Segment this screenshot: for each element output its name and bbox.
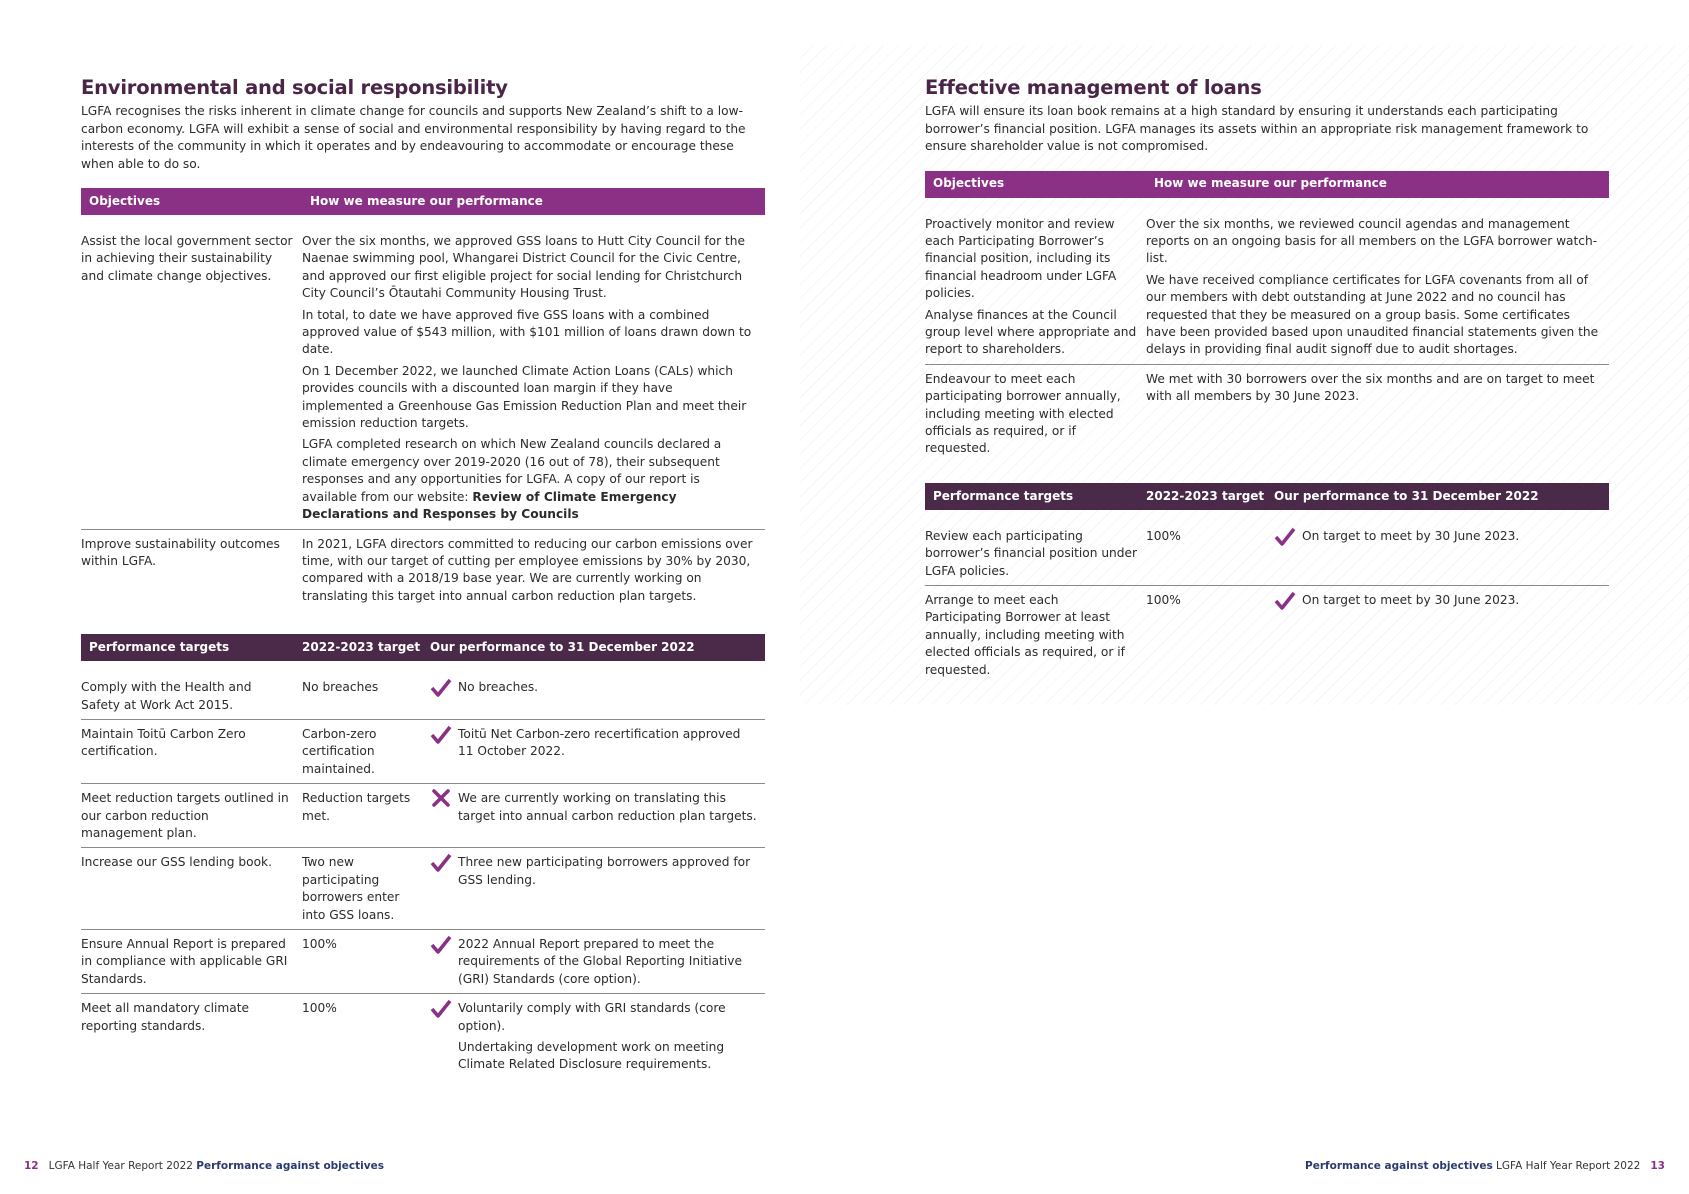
status-cell bbox=[430, 930, 458, 994]
header-performance-targets: Performance targets bbox=[925, 483, 1146, 510]
status-cell bbox=[1274, 522, 1302, 586]
report-name: LGFA Half Year Report 2022 bbox=[48, 1160, 193, 1172]
target-cell: Ensure Annual Report is prepared in compliance with applicable GRI Standards. bbox=[81, 930, 302, 994]
header-performance-targets: Performance targets bbox=[81, 634, 302, 661]
right-content bbox=[925, 76, 1609, 684]
result-paragraph: Undertaking development work on meeting Climate Related Disclosure requirements. bbox=[458, 1040, 725, 1072]
measure-paragraph: We have received compliance certificates for LGFA covenants from all of our members with debt outstanding at June 2022 and no council has requested that they be measured on a group basis. Some certificates have been provided based upon unaudited financial statements given the delays in providing final audit signoff due to audit shortages. bbox=[1146, 272, 1599, 357]
table-row bbox=[925, 210, 1609, 365]
measure-paragraph: In 2021, LGFA directors committed to reducing our carbon emissions over time, with our target of cutting per employee emissions by 30% by 2030, compared with a 2018/19 base year. We are currently working on translating this target into annual carbon reduction plan targets. bbox=[302, 536, 753, 603]
target-cell: Meet reduction targets outlined in our carbon reduction management plan. bbox=[81, 784, 302, 848]
target-cell: Meet all mandatory climate reporting standards. bbox=[81, 1001, 249, 1033]
header-measure: How we measure our performance bbox=[1146, 171, 1609, 198]
report-link[interactable]: Review of Climate Emergency Declarations and Responses by Councils bbox=[302, 489, 677, 522]
target-cell: Maintain Toitū Carbon Zero certification. bbox=[81, 719, 302, 783]
goal-cell: No breaches bbox=[302, 673, 430, 719]
section-name: Performance against objectives bbox=[1305, 1160, 1493, 1172]
check-icon bbox=[430, 934, 452, 956]
measure-cell bbox=[302, 529, 765, 614]
measure-paragraph: Over the six months, we approved GSS loans to Hutt City Council for the Naenae swimming pool, Whangarei District Council for the Civic Centre, and approved our first eligible project for social lending for Christchurch City Council’s Ōtautahi Community Housing Trust. bbox=[302, 234, 745, 301]
section-intro: LGFA will ensure its loan book remains at a high standard by ensuring it understands each participating borrower’s financial position. LGFA manages its assets within an appropriate risk management framework to ensure shareholder value is not compromised. bbox=[925, 104, 1589, 153]
table-row bbox=[81, 227, 765, 529]
status-cell bbox=[430, 784, 458, 848]
cross-icon bbox=[430, 788, 452, 810]
status-cell bbox=[430, 994, 458, 1083]
objectives-table bbox=[81, 188, 765, 614]
table-row bbox=[81, 673, 765, 719]
header-target: 2022-2023 target bbox=[1146, 483, 1274, 510]
check-icon bbox=[430, 998, 452, 1020]
target-cell: Comply with the Health and Safety at Work Act 2015. bbox=[81, 673, 302, 719]
table-row bbox=[81, 719, 765, 783]
result-cell: 2022 Annual Report prepared to meet the requirements of the Global Reporting Initiative (GRI) Standards (core option). bbox=[458, 930, 765, 994]
objectives-table bbox=[925, 171, 1609, 463]
table-row bbox=[81, 848, 765, 930]
goal-cell: Two new participating borrowers enter into GSS loans. bbox=[302, 848, 430, 930]
header-our-performance: Our performance to 31 December 2022 bbox=[430, 634, 765, 661]
header-our-performance: Our performance to 31 December 2022 bbox=[1274, 483, 1609, 510]
section-intro: LGFA recognises the risks inherent in climate change for councils and supports New Zealand’s shift to a low-carbon economy. LGFA will exhibit a sense of social and environmental responsibility by having regard to the interests of the community in which it operates and by endeavouring to accommodate or encourage these when able to do so. bbox=[81, 104, 746, 171]
goal-cell: 100% bbox=[1146, 522, 1274, 586]
result-cell: Three new participating borrowers approved for GSS lending. bbox=[458, 848, 765, 930]
status-cell bbox=[430, 848, 458, 930]
measure-paragraph: In total, to date we have approved five GSS loans with a combined approved value of $543 million, with $101 million of loans drawn down to date. bbox=[302, 307, 752, 357]
measure-paragraph bbox=[302, 436, 757, 523]
measure-paragraph: We met with 30 borrowers over the six months and are on target to meet with all members by 30 June 2023. bbox=[1146, 371, 1595, 404]
section-title-loans: Effective management of loans bbox=[925, 76, 1262, 99]
result-paragraph: Voluntarily comply with GRI standards (core option). bbox=[458, 1001, 726, 1033]
section-title-environmental: Environmental and social responsibility bbox=[81, 76, 508, 99]
section-name: Performance against objectives bbox=[196, 1160, 384, 1172]
left-content bbox=[81, 76, 765, 1083]
target-cell: Arrange to meet each Participating Borrower at least annually, including meeting with elected officials as required, or if requested. bbox=[925, 593, 1125, 677]
header-objectives: Objectives bbox=[81, 188, 302, 215]
table-row bbox=[925, 586, 1609, 685]
table-row bbox=[81, 784, 765, 848]
result-cell: We are currently working on translating this target into annual carbon reduction plan targets. bbox=[458, 784, 765, 848]
table-row bbox=[925, 522, 1609, 586]
check-icon bbox=[430, 724, 452, 746]
measure-paragraph: Over the six months, we reviewed council agendas and management reports on an ongoing basis for all members on the LGFA borrower watch-list. bbox=[1146, 216, 1598, 266]
objective-cell: Assist the local government sector in achieving their sustainability and climate change objectives. bbox=[81, 227, 302, 529]
objectives-header-row bbox=[925, 171, 1609, 198]
check-icon bbox=[430, 852, 452, 874]
result-cell bbox=[458, 994, 765, 1083]
table-row bbox=[81, 930, 765, 994]
target-cell: Increase our GSS lending book. bbox=[81, 848, 302, 930]
page-number: 12 bbox=[24, 1160, 39, 1172]
page-number: 13 bbox=[1650, 1160, 1665, 1172]
result-cell: On target to meet by 30 June 2023. bbox=[1302, 593, 1520, 607]
measure-cell bbox=[1146, 210, 1609, 365]
check-icon bbox=[1274, 526, 1296, 548]
footer-left bbox=[24, 1160, 384, 1172]
objective-paragraph: Proactively monitor and review each Participating Borrower’s financial position, including its financial headroom under LGFA policies. bbox=[925, 216, 1117, 301]
right-page bbox=[800, 0, 1689, 1194]
goal-cell: 100% bbox=[1146, 593, 1181, 607]
target-cell: Review each participating borrower’s financial position under LGFA policies. bbox=[925, 522, 1146, 586]
status-cell bbox=[430, 673, 458, 719]
measure-cell bbox=[1146, 364, 1609, 463]
status-cell bbox=[1274, 586, 1302, 685]
performance-header-row bbox=[925, 483, 1609, 510]
measure-text: LGFA completed research on which New Zealand councils declared a climate emergency over 2019-2020 (16 out of 78), their subsequent responses and any opportunities for LGFA. A copy of our report is available from our website: bbox=[302, 437, 722, 504]
header-target: 2022-2023 target bbox=[302, 634, 430, 661]
objective-cell: Endeavour to meet each participating borrower annually, including meeting with elected officials as required, or if requested. bbox=[925, 371, 1121, 456]
header-objectives: Objectives bbox=[925, 171, 1146, 198]
measure-cell bbox=[302, 227, 765, 529]
result-cell: No breaches. bbox=[458, 673, 765, 719]
goal-cell: Carbon-zero certification maintained. bbox=[302, 719, 430, 783]
performance-header-row bbox=[81, 634, 765, 661]
check-icon bbox=[430, 677, 452, 699]
check-icon bbox=[1274, 590, 1296, 612]
report-name: LGFA Half Year Report 2022 bbox=[1496, 1160, 1641, 1172]
objectives-header-row bbox=[81, 188, 765, 215]
objective-cell bbox=[925, 210, 1146, 365]
performance-table bbox=[81, 634, 765, 1083]
table-row bbox=[81, 994, 765, 1083]
result-cell: On target to meet by 30 June 2023. bbox=[1302, 522, 1609, 586]
header-measure: How we measure our performance bbox=[302, 188, 765, 215]
objective-cell: Improve sustainability outcomes within LGFA. bbox=[81, 536, 280, 568]
footer-right bbox=[1305, 1160, 1665, 1172]
objective-paragraph: Analyse finances at the Council group level where appropriate and report to shareholders. bbox=[925, 307, 1137, 357]
performance-table bbox=[925, 483, 1609, 684]
goal-cell: 100% bbox=[302, 930, 430, 994]
left-page bbox=[0, 0, 800, 1194]
table-row bbox=[81, 529, 765, 614]
goal-cell: 100% bbox=[302, 1001, 337, 1016]
table-row bbox=[925, 364, 1609, 463]
goal-cell: Reduction targets met. bbox=[302, 784, 430, 848]
status-cell bbox=[430, 719, 458, 783]
measure-paragraph: On 1 December 2022, we launched Climate Action Loans (CALs) which provides councils with a discounted loan margin if they have implemented a Greenhouse Gas Emission Reduction Plan and meet their emission reduction targets. bbox=[302, 363, 747, 431]
result-cell: Toitū Net Carbon-zero recertification approved 11 October 2022. bbox=[458, 719, 765, 783]
